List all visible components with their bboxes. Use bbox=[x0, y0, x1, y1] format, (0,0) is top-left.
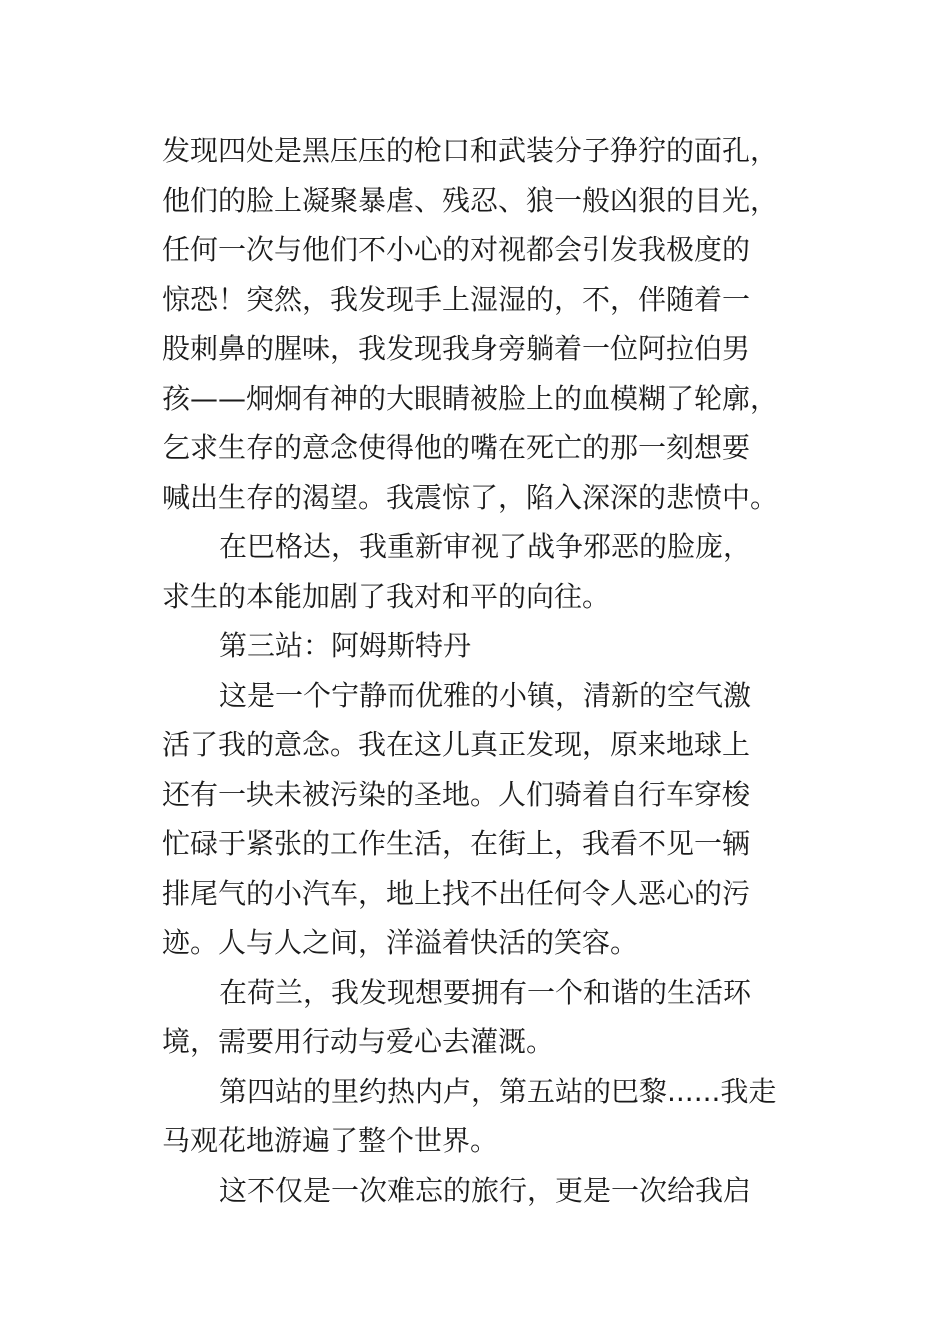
paragraph-start-line: 这是一个宁静而优雅的小镇，清新的空气激 bbox=[219, 678, 752, 712]
text-line: 发现四处是黑压压的枪口和武装分子狰狞的面孔， bbox=[162, 134, 779, 167]
text-line: 马观花地游遍了整个世界。 bbox=[162, 1124, 499, 1157]
text-line: 活了我的意念。我在这儿真正发现，原来地球上 bbox=[162, 728, 751, 761]
paragraph-start-line: 在巴格达，我重新审视了战争邪恶的脸庞， bbox=[219, 530, 752, 563]
text-line: 忙碌于紧张的工作生活，在街上，我看不见一辆 bbox=[162, 827, 751, 860]
text-line: 乞求生存的意念使得他的嘴在死亡的那一刻想要 bbox=[162, 431, 751, 464]
text-line: 境，需要用行动与爱心去灌溉。 bbox=[162, 1025, 555, 1058]
text-line: 求生的本能加剧了我对和平的向往。 bbox=[162, 579, 611, 613]
text-line: 他们的脸上凝聚暴虐、残忍、狼一般凶狠的目光， bbox=[162, 183, 779, 217]
text-line: 喊出生存的渴望。我震惊了，陷入深深的悲愤中。 bbox=[162, 480, 779, 514]
text-line: 还有一块未被污染的圣地。人们骑着自行车穿梭 bbox=[162, 777, 751, 811]
text-line: 惊恐！突然，我发现手上湿湿的，不，伴随着一 bbox=[162, 282, 751, 316]
section-heading: 第三站：阿姆斯特丹 bbox=[219, 629, 472, 662]
text-line: 股刺鼻的腥味，我发现我身旁躺着一位阿拉伯男 bbox=[162, 332, 751, 365]
text-line: 迹。人与人之间，洋溢着快活的笑容。 bbox=[162, 926, 639, 959]
paragraph-start-line: 这不仅是一次难忘的旅行，更是一次给我启 bbox=[219, 1173, 752, 1207]
document-page bbox=[162, 126, 792, 1215]
text-line: 孩——炯炯有神的大眼睛被脸上的血模糊了轮廓， bbox=[162, 381, 779, 415]
paragraph-start-line: 在荷兰，我发现想要拥有一个和谐的生活环 bbox=[219, 975, 752, 1009]
paragraph-start-line: 第四站的里约热内卢，第五站的巴黎......我走 bbox=[219, 1074, 777, 1108]
text-line: 任何一次与他们不小心的对视都会引发我极度的 bbox=[162, 233, 751, 266]
text-line: 排尾气的小汽车，地上找不出任何令人恶心的污 bbox=[162, 876, 751, 910]
